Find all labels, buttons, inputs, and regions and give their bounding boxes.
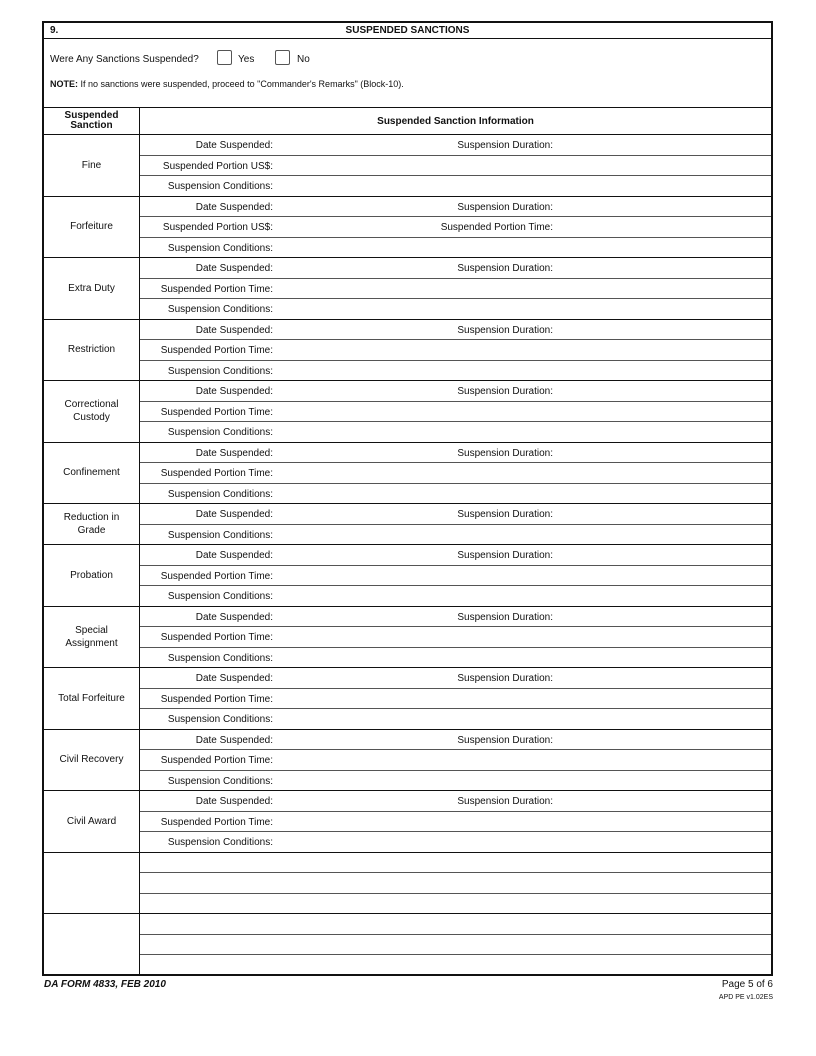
info-row[interactable] xyxy=(140,463,771,484)
column-header-line-1: Suspended xyxy=(64,110,119,121)
column-header-information: Suspended Sanction Information xyxy=(140,108,771,135)
sanctions-question: Were Any Sanctions Suspended? xyxy=(50,54,199,65)
sanction-group xyxy=(44,853,771,915)
suspension-duration-label: Suspension Duration: xyxy=(457,673,553,684)
sanction-name: Extra Duty xyxy=(44,258,140,319)
date-suspended-label: Date Suspended: xyxy=(195,324,273,336)
sanction-name: Correctional Custody xyxy=(44,381,140,442)
sanction-name: Forfeiture xyxy=(44,197,140,258)
suspension-conditions-label: Suspension Conditions: xyxy=(167,427,273,438)
info-row[interactable] xyxy=(140,135,771,156)
info-row[interactable] xyxy=(140,566,771,587)
info-row[interactable] xyxy=(140,935,771,956)
suspended-portion-time-label: Suspended Portion Time: xyxy=(160,755,273,766)
suspension-duration-label: Suspension Duration: xyxy=(457,201,553,213)
info-row[interactable] xyxy=(140,402,771,423)
sanction-rows xyxy=(44,135,771,976)
info-row[interactable] xyxy=(140,873,771,894)
info-row[interactable] xyxy=(140,894,771,915)
suspension-duration-label: Suspension Duration: xyxy=(457,611,553,623)
sanction-name: Restriction xyxy=(44,320,140,381)
info-row[interactable] xyxy=(140,689,771,710)
suspended-portion-time-label: Suspended Portion Time: xyxy=(160,632,273,643)
section-header xyxy=(44,23,771,39)
info-row[interactable] xyxy=(140,340,771,361)
suspension-duration-label: Suspension Duration: xyxy=(457,324,553,336)
info-row[interactable] xyxy=(140,484,771,505)
sanction-group xyxy=(44,730,771,792)
info-row[interactable] xyxy=(140,443,771,464)
date-suspended-label: Date Suspended: xyxy=(195,447,273,459)
column-header-line-2: Sanction xyxy=(70,120,113,131)
sanction-group xyxy=(44,443,771,505)
suspension-conditions-label: Suspension Conditions: xyxy=(167,652,273,664)
info-row[interactable] xyxy=(140,955,771,976)
info-row[interactable] xyxy=(140,422,771,443)
info-row[interactable] xyxy=(140,320,771,341)
form-id: DA FORM 4833, FEB 2010 xyxy=(44,979,166,990)
info-row[interactable] xyxy=(140,627,771,648)
suspension-conditions-label: Suspension Conditions: xyxy=(167,304,273,315)
sanction-group xyxy=(44,791,771,853)
note-label: NOTE: xyxy=(50,79,78,89)
date-suspended-label: Date Suspended: xyxy=(195,611,273,623)
suspended-portion-time-label: Suspended Portion Time: xyxy=(160,816,273,828)
suspension-duration-label: Suspension Duration: xyxy=(457,509,553,520)
info-row[interactable] xyxy=(140,545,771,566)
no-label: No xyxy=(297,54,310,65)
sanction-group xyxy=(44,135,771,197)
sanction-group xyxy=(44,381,771,443)
suspension-duration-label: Suspension Duration: xyxy=(457,550,553,561)
info-row[interactable] xyxy=(140,238,771,259)
yes-label: Yes xyxy=(238,54,255,65)
sanction-name: Confinement xyxy=(44,443,140,504)
suspended-sanctions-form xyxy=(42,21,773,976)
suspended-portion-usd-label: Suspended Portion US$: xyxy=(162,160,273,172)
section-title: SUSPENDED SANCTIONS xyxy=(345,25,470,36)
info-row[interactable] xyxy=(140,832,771,853)
sanction-group xyxy=(44,197,771,259)
suspension-conditions-label: Suspension Conditions: xyxy=(167,775,273,787)
suspension-conditions-label: Suspension Conditions: xyxy=(167,242,273,254)
no-checkbox[interactable] xyxy=(275,50,290,65)
sanction-name: Special Assignment xyxy=(44,607,140,668)
date-suspended-label: Date Suspended: xyxy=(195,673,273,684)
suspension-conditions-label: Suspension Conditions: xyxy=(167,529,273,541)
section-number: 9. xyxy=(50,25,59,36)
suspended-portion-time-label: Suspended Portion Time: xyxy=(160,693,273,705)
info-row[interactable] xyxy=(140,771,771,792)
suspended-portion-usd-label: Suspended Portion US$: xyxy=(162,222,273,233)
info-row[interactable] xyxy=(140,381,771,402)
info-row[interactable] xyxy=(140,709,771,730)
date-suspended-label: Date Suspended: xyxy=(195,796,273,807)
sanction-group xyxy=(44,258,771,320)
info-row[interactable] xyxy=(140,504,771,525)
suspension-conditions-label: Suspension Conditions: xyxy=(167,181,273,192)
date-suspended-label: Date Suspended: xyxy=(195,201,273,213)
sanction-name: Total Forfeiture xyxy=(44,668,140,729)
info-row[interactable] xyxy=(140,176,771,197)
info-row[interactable] xyxy=(140,361,771,382)
suspension-duration-label: Suspension Duration: xyxy=(457,140,553,151)
info-row[interactable] xyxy=(140,914,771,935)
suspension-conditions-label: Suspension Conditions: xyxy=(167,714,273,725)
suspension-conditions-label: Suspension Conditions: xyxy=(167,488,273,500)
sanctions-table xyxy=(44,107,771,974)
date-suspended-label: Date Suspended: xyxy=(195,263,273,274)
info-row[interactable] xyxy=(140,730,771,751)
info-row[interactable] xyxy=(140,648,771,669)
suspended-portion-time-label: Suspended Portion Time: xyxy=(160,283,273,295)
page-number: Page 5 of 6 xyxy=(721,979,773,990)
sanction-group xyxy=(44,545,771,607)
info-row[interactable] xyxy=(140,525,771,546)
sanction-name xyxy=(44,853,140,914)
suspended-portion-time-label: Suspended Portion Time: xyxy=(440,222,553,233)
suspension-duration-label: Suspension Duration: xyxy=(457,263,553,274)
date-suspended-label: Date Suspended: xyxy=(195,550,273,561)
info-row[interactable] xyxy=(140,586,771,607)
sanction-group xyxy=(44,668,771,730)
info-row[interactable] xyxy=(140,791,771,812)
suspended-portion-time-label: Suspended Portion Time: xyxy=(160,468,273,479)
sanction-group xyxy=(44,607,771,669)
info-row[interactable] xyxy=(140,853,771,874)
date-suspended-label: Date Suspended: xyxy=(195,140,273,151)
form-version: APD PE v1.02ES xyxy=(718,994,773,1001)
date-suspended-label: Date Suspended: xyxy=(195,386,273,397)
column-header-suspended-sanction xyxy=(44,108,140,135)
suspension-conditions-label: Suspension Conditions: xyxy=(167,837,273,848)
info-row[interactable] xyxy=(140,750,771,771)
suspension-conditions-label: Suspension Conditions: xyxy=(167,365,273,377)
sanction-name: Civil Award xyxy=(44,791,140,852)
info-row[interactable] xyxy=(140,197,771,218)
info-row[interactable] xyxy=(140,156,771,177)
info-row[interactable] xyxy=(140,668,771,689)
sanction-group xyxy=(44,320,771,382)
sanction-name: Reduction in Grade xyxy=(44,504,140,544)
info-row[interactable] xyxy=(140,299,771,320)
suspended-portion-time-label: Suspended Portion Time: xyxy=(160,570,273,582)
suspension-duration-label: Suspension Duration: xyxy=(457,796,553,807)
suspension-conditions-label: Suspension Conditions: xyxy=(167,591,273,602)
suspension-duration-label: Suspension Duration: xyxy=(457,734,553,746)
suspended-portion-time-label: Suspended Portion Time: xyxy=(160,406,273,418)
info-row[interactable] xyxy=(140,607,771,628)
info-row[interactable] xyxy=(140,217,771,238)
note xyxy=(50,79,404,89)
info-row[interactable] xyxy=(140,279,771,300)
sanction-name: Civil Recovery xyxy=(44,730,140,791)
sanction-group xyxy=(44,914,771,976)
info-row[interactable] xyxy=(140,812,771,833)
date-suspended-label: Date Suspended: xyxy=(195,734,273,746)
sanction-name: Probation xyxy=(44,545,140,606)
note-text: If no sanctions were suspended, proceed to "Commander's Remarks" (Block-10). xyxy=(80,79,404,89)
sanction-name: Fine xyxy=(44,135,140,196)
sanction-name xyxy=(44,914,140,975)
date-suspended-label: Date Suspended: xyxy=(195,509,273,520)
suspension-duration-label: Suspension Duration: xyxy=(457,386,553,397)
suspended-portion-time-label: Suspended Portion Time: xyxy=(160,345,273,356)
suspension-duration-label: Suspension Duration: xyxy=(457,447,553,459)
sanction-group xyxy=(44,504,771,545)
yes-checkbox[interactable] xyxy=(217,50,232,65)
info-row[interactable] xyxy=(140,258,771,279)
